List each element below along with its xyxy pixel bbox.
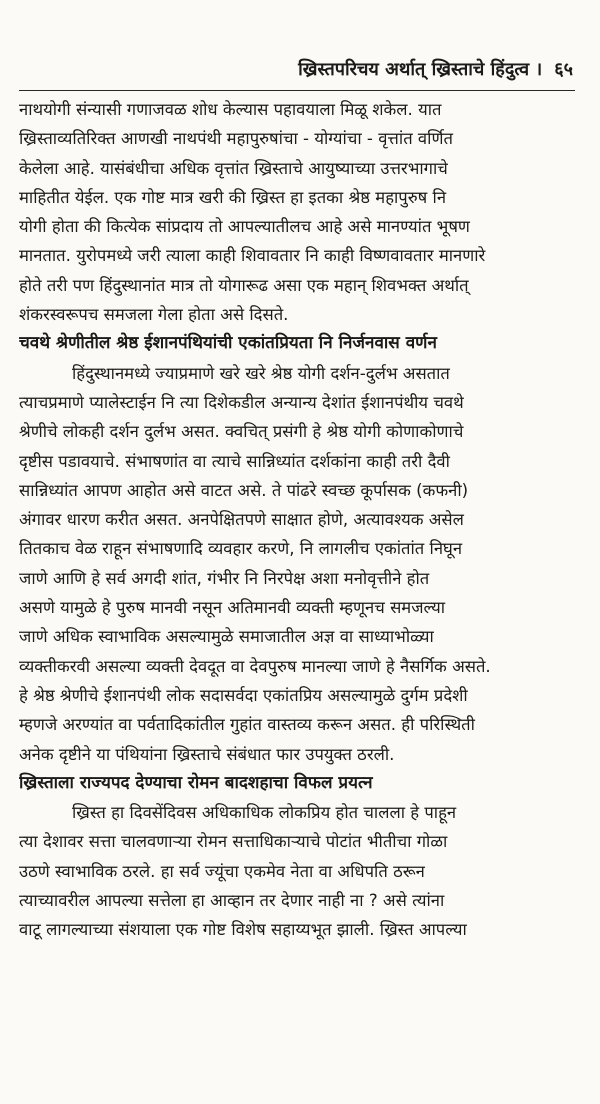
text-line: माहितीत येईल. एक गोष्ट मात्र खरी की ख्रिस्त हा इतका श्रेष्ठ महापुरुष नि xyxy=(19,187,447,207)
text-line: योगी होता की कित्येक सांप्रदाय तो आपल्यातीलच आहे असे मानण्यांत भूषण xyxy=(19,217,470,237)
text-line: ख्रिस्त हा दिवसेंदिवस अधिकाधिक लोकप्रिय होत चालला हे पाहून xyxy=(72,803,457,823)
body-text xyxy=(19,95,578,945)
text-line: सान्निध्यांत आपण आहोत असे वाटत असे. ते पांढरे स्वच्छ कूर्पासक (कफनी) xyxy=(19,480,469,500)
text-line: श्रेणीचे लोकही दर्शन दुर्लभ असत. क्वचित् प्रसंगी हे श्रेष्ठ योगी कोणाकोणाचे xyxy=(19,422,464,442)
page-number: ६५ xyxy=(554,59,573,80)
text-line: हिंदुस्थानमध्ये ज्याप्रमाणे खरे खरे श्रेष्ठ योगी दर्शन-दुर्लभ असतात xyxy=(72,363,450,383)
text-line: त्याचप्रमाणे प्यालेस्टाईन नि त्या दिशेकडील अन्यान्य देशांत ईशानपंथीय चवथे xyxy=(19,392,464,412)
text-line: ख्रिस्ताव्यतिरिक्त आणखी नाथपंथी महापुरुषांचा - योग्यांचा - वृत्तांत वर्णित xyxy=(19,129,453,149)
text-line: शंकरस्वरूपच समजला गेला होता असे दिसते. xyxy=(19,305,289,325)
text-line: नाथयोगी संन्यासी गणाजवळ शोध केल्यास पहावयाला मिळू शकेल. यात xyxy=(19,100,442,119)
text-line: त्या देशावर सत्ता चालवणाऱ्या रोमन सत्ताधिकाऱ्याचे पोटांत भीतीचा गोळा xyxy=(19,832,448,852)
text-line: तितकाच वेळ राहून संभाषणादि व्यवहार करणे, नि लागलीच एकांतांत निघून xyxy=(19,539,463,559)
header-divider xyxy=(19,90,575,91)
text-line: म्हणजे अरण्यांत वा पर्वतादिकांतील गुहांत वास्तव्य करून असत. ही परिस्थिती xyxy=(19,715,475,735)
text-line: अंगावर धारण करीत असत. अनपेक्षितपणे साक्षात होणे, अत्यावश्यक असेल xyxy=(19,510,464,530)
text-line: वाटू लागल्याच्या संशयाला एक गोष्ट विशेष सहाय्यभूत झाली. ख्रिस्त आपल्या xyxy=(19,920,467,940)
running-header-title: ख्रिस्तपरिचय अर्थात् ख्रिस्ताचे हिंदुत्व । xyxy=(298,59,543,80)
text-line: त्याच्यावरील आपल्या सत्तेला हा आव्हान तर देणार नाही ना ? असे त्यांना xyxy=(19,891,445,911)
text-line: जाणे अधिक स्वाभाविक असल्यामुळे समाजातील अज्ञ वा साध्याभोळ्या xyxy=(19,627,434,647)
running-header xyxy=(298,57,573,81)
text-line: हे श्रेष्ठ श्रेणीचे ईशानपंथी लोक सदासर्वदा एकांतप्रिय असल्यामुळे दुर्गम प्रदेशी xyxy=(19,685,468,705)
text-line: दृष्टीस पडावयाचे. संभाषणांत वा त्याचे सान्निध्यांत दर्शकांना काही तरी दैवी xyxy=(19,451,450,471)
text-line: अनेक दृष्टीने या पंथियांना ख्रिस्ताचे संबंधात फार उपयुक्त ठरली. xyxy=(19,744,395,764)
text-line: असणे यामुळे हे पुरुष मानवी नसून अतिमानवी व्यक्ती म्हणूनच समजल्या xyxy=(19,598,446,618)
text-line: व्यक्तीकरवी असल्या व्यक्ती देवदूत वा देवपुरुष मानल्या जाणे हे नैसर्गिक असते. xyxy=(19,656,491,676)
text-line: उठणे स्वाभाविक ठरले. हा सर्व ज्यूंचा एकमेव नेता वा अधिपति ठरून xyxy=(19,861,425,881)
section-heading: ख्रिस्ताला राज्यपद देण्याचा रोमन बादशहाचा विफल प्रयत्न xyxy=(19,772,373,793)
text-line: होते तरी पण हिंदुस्थानांत मात्र तो योगारूढ असा एक महान् शिवभक्त अर्थात् xyxy=(19,275,469,295)
text-line: मानतात. युरोपमध्ये जरी त्याला काही शिवावतार नि काही विष्णवावतार मानणारे xyxy=(19,246,486,266)
text-line: जाणे आणि हे सर्व अगदी शांत, गंभीर नि निरपेक्ष अशा मनोवृत्तीने होत xyxy=(19,568,430,588)
text-line: केलेला आहे. यासंबंधीचा अधिक वृत्तांत ख्रिस्ताचे आयुष्याच्या उत्तरभागाचे xyxy=(19,158,448,178)
section-heading: चवथे श्रेणीतील श्रेष्ठ ईशानपंथियांची एकांतप्रियता नि निर्जनवास वर्णन xyxy=(19,333,437,354)
